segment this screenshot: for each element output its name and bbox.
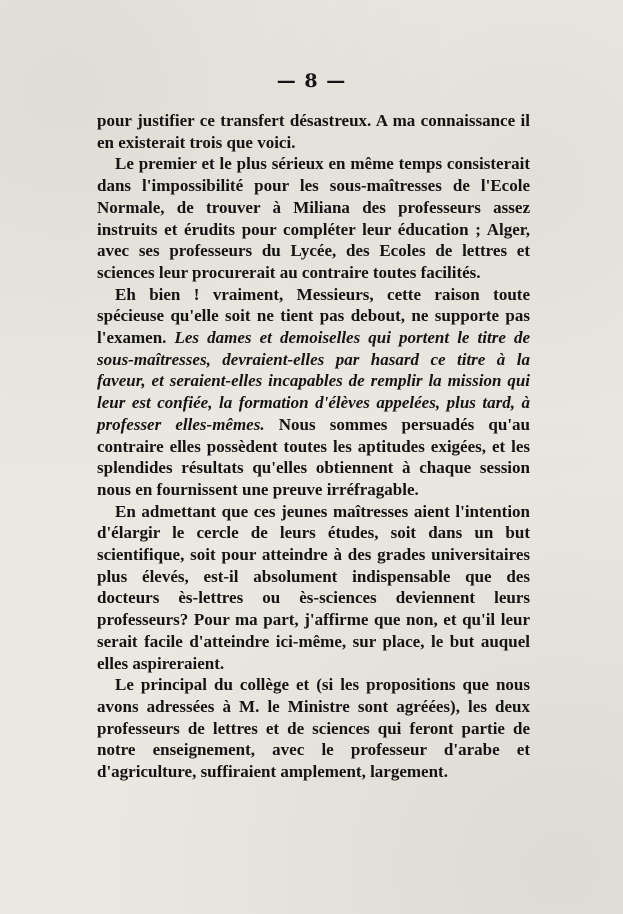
text-segment: Le principal du collège et (si les propositions que nous avons adressées à M. le Ministre sont agréées), les deux professeurs de lettres et de sciences qui feront partie de notre enseignement, avec le professeur d'arabe et d'agriculture, suffiraient amplement, largement. <box>97 675 530 782</box>
text-segment: pour justifier ce transfert désastreux. A ma connaissance il en existerait trois que voici. <box>97 111 530 152</box>
paragraph <box>97 674 530 783</box>
text-segment: En admettant que ces jeunes maîtresses aient l'intention d'élargir le cercle de leurs études, soit dans un but scientifique, soit pour atteindre à des grades universitaires plus élevés, est-il absolument indispensable que des docteurs ès-lettres ou ès-sciences deviennent leurs professeurs? Pour ma part, j'affirme que non, et qu'il leur serait facile d'atteindre ici-même, sur place, le but auquel elles aspireraient. <box>97 501 530 673</box>
italic-text-segment: Les dames et demoiselles qui portent le titre de sous-maîtresses, devraient-elles par hasard ce titre à la faveur, et seraient-elles incapables de remplir la mission qui leur est confiée, la formation d'élèves appelées, plus tard, à professer elles-mêmes. <box>97 328 531 434</box>
paragraph <box>97 501 530 675</box>
paragraph <box>97 284 530 501</box>
paragraph <box>97 153 530 283</box>
text-segment: Eh bien ! vraiment, Messieurs, cette raison toute spécieuse qu'elle soit ne tient pas debout, ne supporte pas l'examen. <box>97 284 530 348</box>
text-segment: Nous sommes persuadés qu'au contraire elles possèdent toutes les aptitudes exigées, et les splendides résultats qu'elles obtiennent à chaque session nous en fournissent une preuve irréfragable. <box>97 414 530 499</box>
body-text <box>97 110 530 783</box>
paragraph <box>97 110 530 153</box>
page-number: — 8 — <box>276 70 347 92</box>
text-segment: Le premier et le plus sérieux en même temps consisterait dans l'impossibilité pour les sous-maîtresses de l'Ecole Normale, de trouver à Miliana des professeurs assez instruits et érudits pour compléter leur éducation ; Alger, avec ses professeurs du Lycée, des Ecoles de lettres et sciences leur procurerait au contraire toutes facilités. <box>97 154 530 282</box>
